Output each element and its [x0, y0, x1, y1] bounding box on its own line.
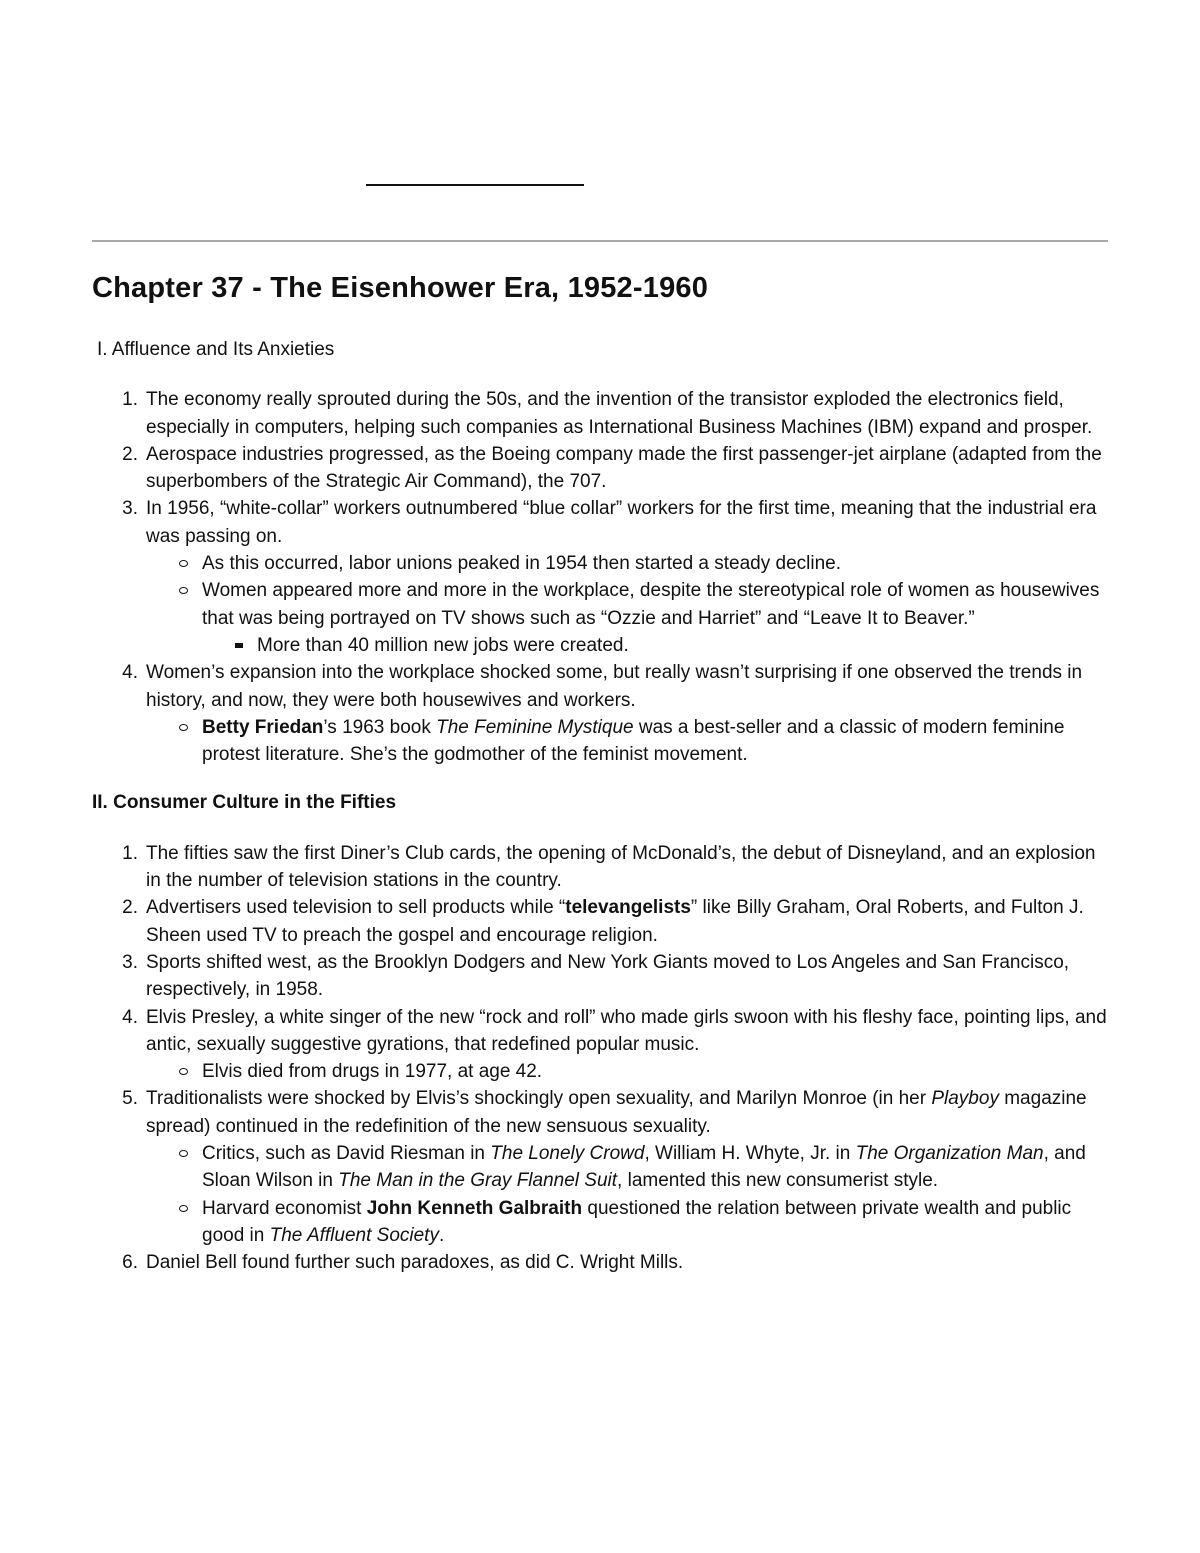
- list-item: Daniel Bell found further such paradoxes, as did C. Wright Mills.: [146, 1252, 684, 1274]
- sub-list-item: Harvard economist John Kenneth Galbraith questioned the relation between private wealth and public good in The Affluent Society.: [202, 1195, 1112, 1250]
- sub-list-item: Women appeared more and more in the workplace, despite the stereotypical role of women as housewives that was being portrayed on TV shows such as “Ozzie and Harriet” and “Leave It to Beaver.” More than 40 million new jobs were created.: [202, 577, 1112, 659]
- name-blank-line: [366, 184, 584, 186]
- list-item: The fifties saw the first Diner’s Club cards, the opening of McDonald’s, the debut of Disneyland, and an explosion in the number of television stations in the country.: [146, 842, 1096, 892]
- list-item: Elvis Presley, a white singer of the new “rock and roll” who made girls swoon with his fleshy face, pointing lips, and antic, sexually suggestive gyrations, that redefined popular music. Elvis died from drugs in 1977, at age 42.: [146, 1004, 1112, 1086]
- list-item: The economy really sprouted during the 50s, and the invention of the transistor exploded the electronics field, especially in computers, helping such companies as International Business Machines (IBM) expand and prosper.: [146, 389, 1093, 438]
- consumer-culture-list: [92, 840, 1112, 1277]
- affluence-list: [92, 386, 1112, 768]
- sub-list-item: Critics, such as David Riesman in The Lonely Crowd, William H. Whyte, Jr. in The Organization Man, and Sloan Wilson in The Man in the Gray Flannel Suit, lamented this new consumerist style.: [202, 1140, 1112, 1195]
- sub-list: [146, 1140, 1112, 1249]
- section-heading-affluence: I. Affluence and Its Anxieties: [97, 339, 335, 360]
- page-title: Chapter 37 - The Eisenhower Era, 1952-1960: [92, 272, 709, 304]
- sub-list: [146, 714, 1112, 769]
- sub-list-item: Elvis died from drugs in 1977, at age 42.: [202, 1058, 1112, 1085]
- document-body: [92, 336, 1112, 1277]
- list-item: Traditionalists were shocked by Elvis’s shockingly open sexuality, and Marilyn Monroe (in her Playboy magazine spread) continued in the redefinition of the new sensuous sexuality. Critics, such as David Riesman in The Lonely Crowd, William H. Whyte, Jr. in The Organization Man, and Sloan Wilson in The Man in the Gray Flannel Suit, lamented this new consumerist style. Harvard economist John Kenneth Galbraith questioned the relation between private wealth and public good in The Affluent Society.: [146, 1085, 1112, 1249]
- sub-list: [146, 550, 1112, 659]
- list-item: In 1956, “white-collar” workers outnumbered “blue collar” workers for the first time, meaning that the industrial era was passing on. As this occurred, labor unions peaked in 1954 then started a steady decline. Women appeared more and more in the workplace, despite the stereotypical role of women as housewives that was being portrayed on TV shows such as “Ozzie and Harriet” and “Leave It to Beaver.” More than 40 million new jobs were created.: [146, 495, 1112, 659]
- list-item: Aerospace industries progressed, as the Boeing company made the first passenger-jet airplane (adapted from the superbombers of the Strategic Air Command), the 707.: [146, 443, 1102, 493]
- subsub-list-item: More than 40 million new jobs were created.: [257, 632, 1112, 659]
- section-heading-consumer-culture: II. Consumer Culture in the Fifties: [92, 792, 397, 814]
- sub-list-item: Betty Friedan’s 1963 book The Feminine Mystique was a best-seller and a classic of modern feminine protest literature. She’s the godmother of the feminist movement.: [202, 714, 1112, 769]
- list-item: Advertisers used television to sell products while “televangelists” like Billy Graham, Oral Roberts, and Fulton J. Sheen used TV to preach the gospel and encourage religion.: [146, 897, 1084, 946]
- list-item: Women’s expansion into the workplace shocked some, but really wasn’t surprising if one observed the trends in history, and now, they were both housewives and workers. Betty Friedan’s 1963 book The Feminine Mystique was a best-seller and a classic of modern feminine protest literature. She’s the godmother of the feminist movement.: [146, 659, 1112, 768]
- header-divider: [92, 240, 1108, 242]
- sub-list: [146, 1058, 1112, 1085]
- subsub-list: [202, 632, 1112, 659]
- sub-list-item: As this occurred, labor unions peaked in 1954 then started a steady decline.: [202, 550, 1112, 577]
- list-item: Sports shifted west, as the Brooklyn Dodgers and New York Giants moved to Los Angeles and San Francisco, respectively, in 1958.: [146, 951, 1070, 1001]
